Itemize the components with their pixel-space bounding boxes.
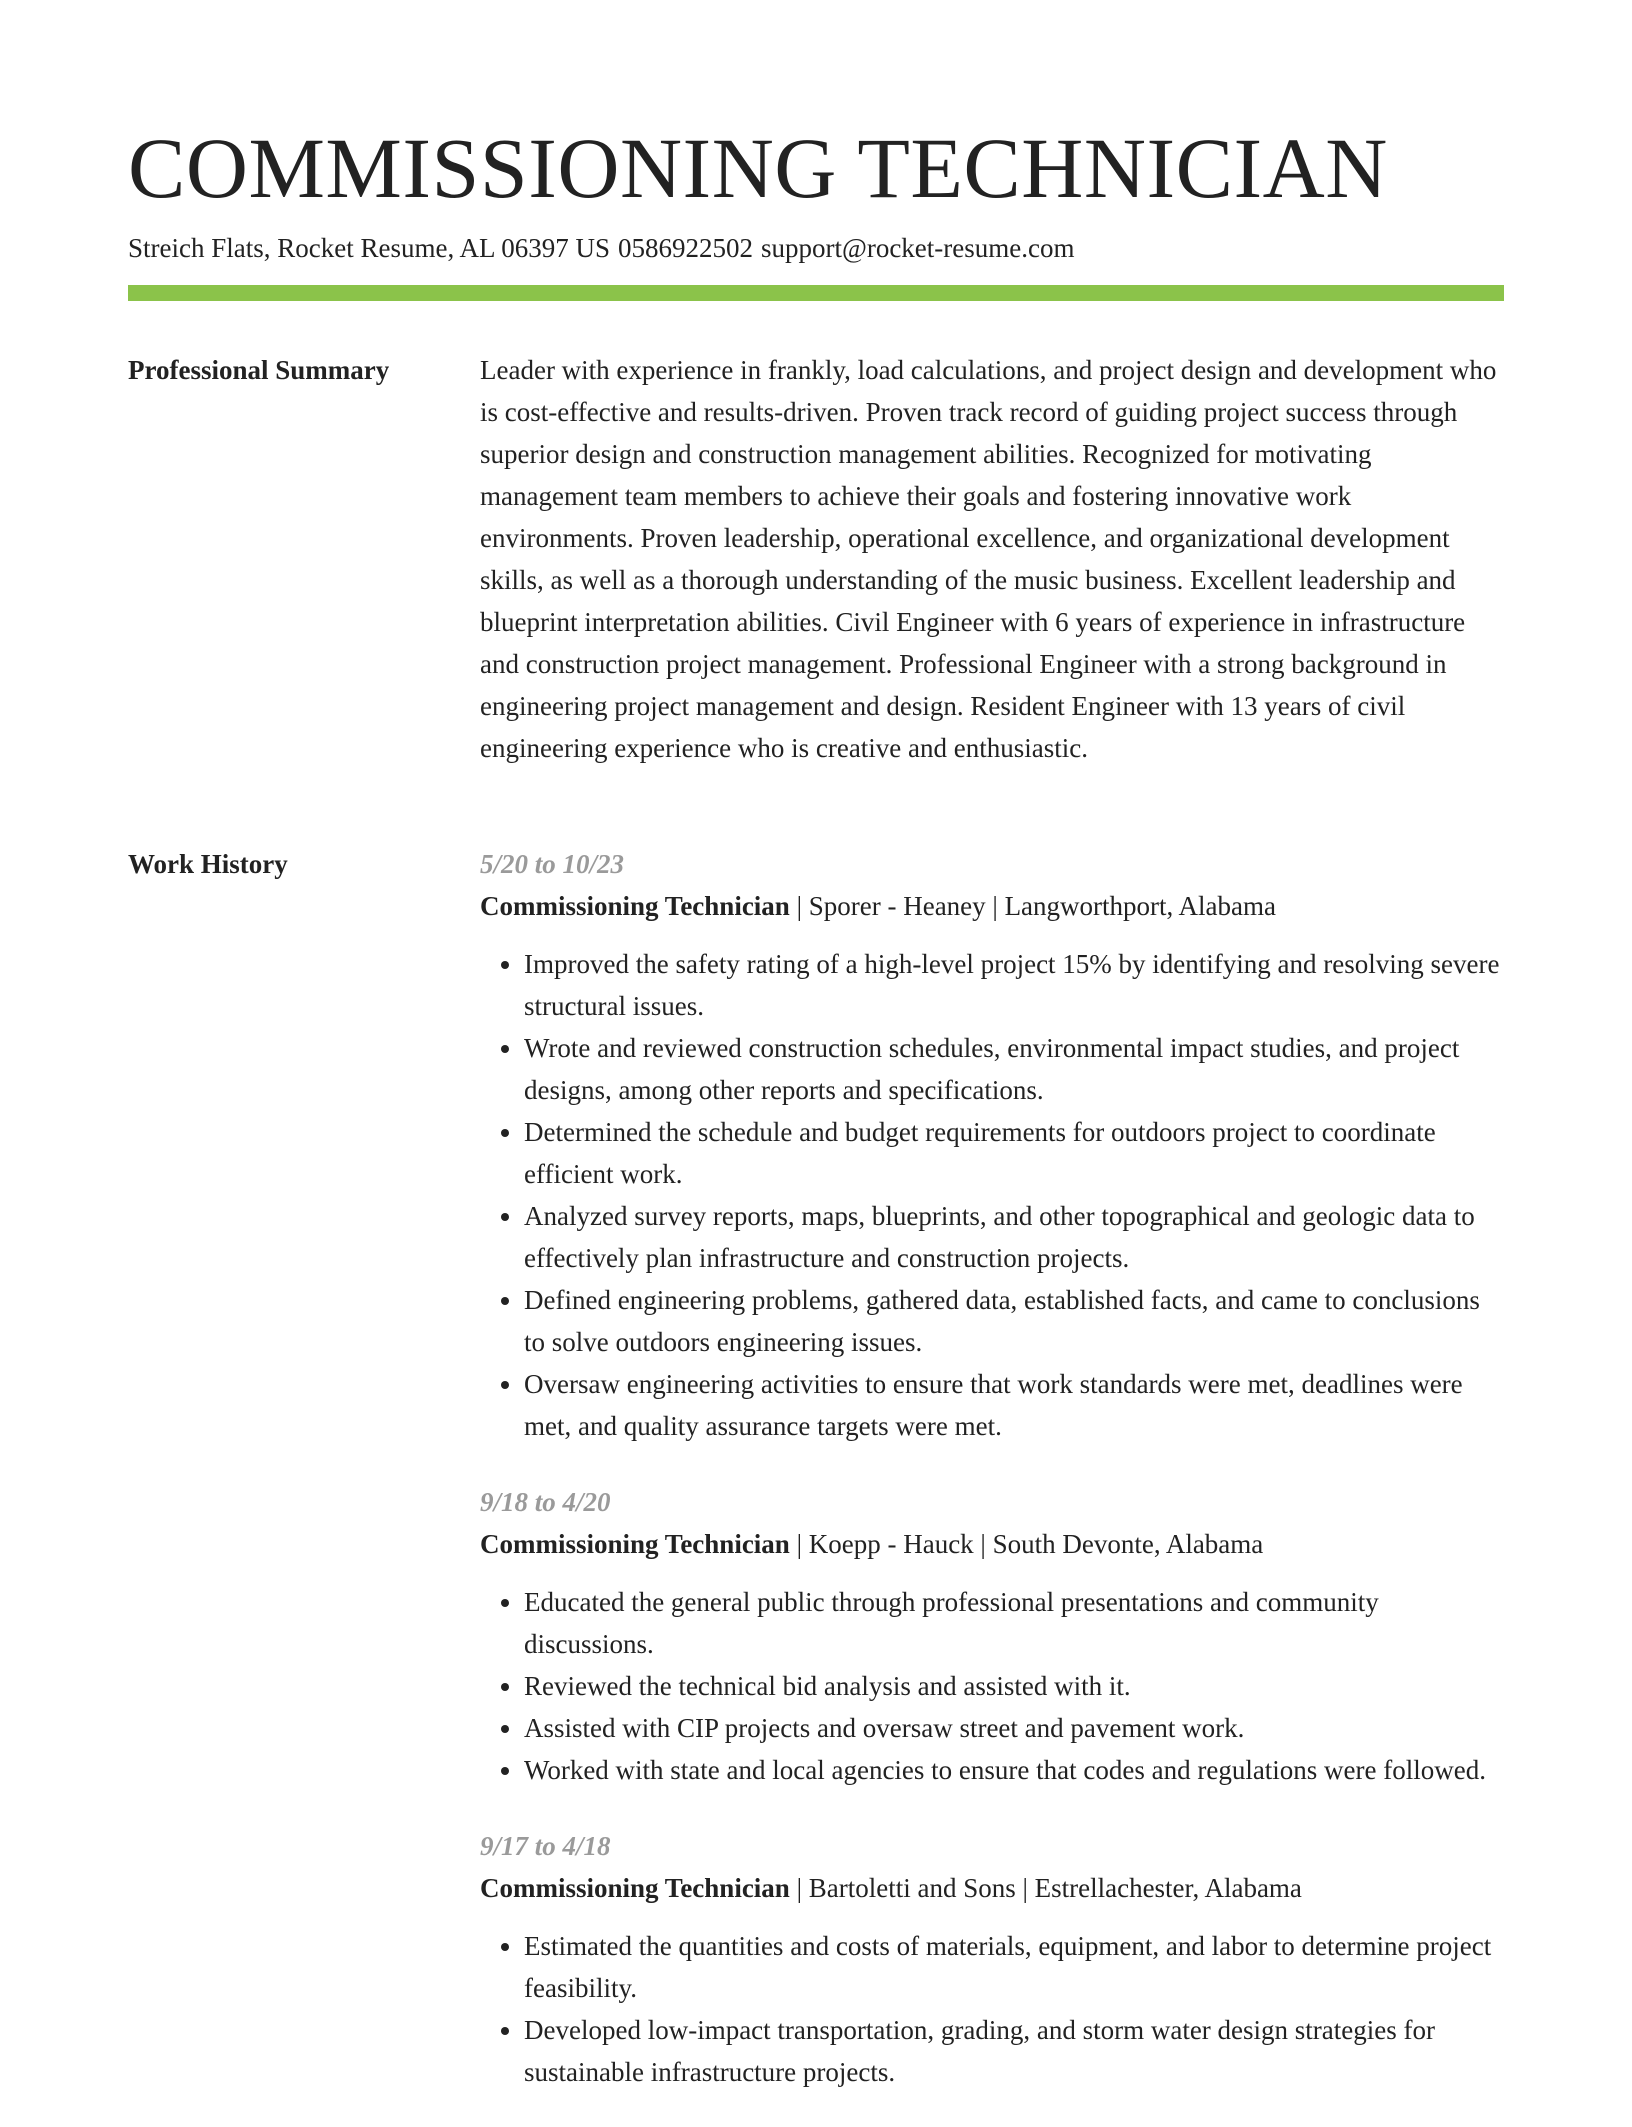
summary-text: Leader with experience in frankly, load calculations, and project design and development who is cost-effective and results-driven. Proven track record of guiding project success through superior design and construction management abilities. Recognized for motivating management team members to achieve their goals and fostering innovative work environments. Proven leadership, operational excellence, and organizational development skills, as well as a thorough understanding of the music business. Excellent leadership and blueprint interpretation abilities. Civil Engineer with 6 years of experience in infrastructure and construction project management. Professional Engineer with a strong background in engineering project management and design. Resident Engineer with 13 years of civil engineering experience who is creative and enthusiastic.: [480, 355, 1497, 763]
job-bullet: • Worked with state and local agencies to ensure that codes and regulations were followed.: [524, 1749, 1504, 1791]
job-responsibilities: [480, 1581, 1504, 1791]
job-company-location: | Bartoletti and Sons | Estrellachester, Alabama: [789, 1873, 1302, 1903]
job-bullet: • Analyzed survey reports, maps, blueprints, and other topographical and geologic data to effectively plan infrastructure and construction projects.: [524, 1195, 1504, 1279]
job-responsibilities: [480, 943, 1504, 1447]
job-entry: [480, 843, 1504, 1447]
job-bullet: • Reviewed the technical bid analysis and assisted with it.: [524, 1665, 1504, 1707]
job-heading: [480, 1867, 1504, 1909]
job-company-location: | Koepp - Hauck | South Devonte, Alabama: [789, 1529, 1264, 1559]
job-dates: 9/18 to 4/20: [480, 1487, 611, 1517]
job-bullet: • Determined the schedule and budget requirements for outdoors project to coordinate efficient work.: [524, 1111, 1504, 1195]
job-heading: [480, 1523, 1504, 1565]
job-bullet: • Wrote and reviewed construction schedules, environmental impact studies, and project designs, among other reports and specifications.: [524, 1027, 1504, 1111]
contact-phone: 0586922502: [617, 233, 753, 263]
job-dates: 5/20 to 10/23: [480, 849, 625, 879]
job-responsibilities: [480, 1925, 1504, 2093]
job-bullet: • Estimated the quantities and costs of materials, equipment, and labor to determine project feasibility.: [524, 1925, 1504, 2009]
job-title: Commissioning Technician: [480, 1529, 790, 1559]
job-bullet: • Improved the safety rating of a high-level project 15% by identifying and resolving severe structural issues.: [524, 943, 1504, 1027]
summary-section: [480, 349, 1504, 769]
job-bullet: • Educated the general public through professional presentations and community discussions.: [524, 1581, 1504, 1665]
header-divider: [128, 285, 1504, 301]
job-title: Commissioning Technician: [480, 1873, 790, 1903]
contact-line: [128, 230, 1083, 266]
job-entry: [480, 1825, 1504, 2093]
contact-address: Streich Flats, Rocket Resume, AL 06397 US: [128, 233, 610, 263]
job-bullet: • Oversaw engineering activities to ensure that work standards were met, deadlines were met, and quality assurance targets were met.: [524, 1363, 1504, 1447]
job-title: Commissioning Technician: [480, 891, 790, 921]
job-company-location: | Sporer - Heaney | Langworthport, Alabama: [789, 891, 1276, 921]
candidate-name: COMMISSIONING TECHNICIAN: [128, 120, 1388, 216]
job-entry: [480, 1481, 1504, 1791]
work-history-section: [480, 843, 1504, 2127]
job-bullet: • Assisted with CIP projects and oversaw street and pavement work.: [524, 1707, 1504, 1749]
job-heading: [480, 885, 1504, 927]
job-bullet: • Developed low-impact transportation, grading, and storm water design strategies for sustainable infrastructure projects.: [524, 2009, 1504, 2093]
job-bullet: • Defined engineering problems, gathered data, established facts, and came to conclusions to solve outdoors engineering issues.: [524, 1279, 1504, 1363]
job-dates: 9/17 to 4/18: [480, 1831, 611, 1861]
work-history-heading: Work History: [128, 849, 288, 879]
contact-email: support@rocket-resume.com: [760, 233, 1075, 263]
summary-heading: Professional Summary: [128, 355, 390, 385]
